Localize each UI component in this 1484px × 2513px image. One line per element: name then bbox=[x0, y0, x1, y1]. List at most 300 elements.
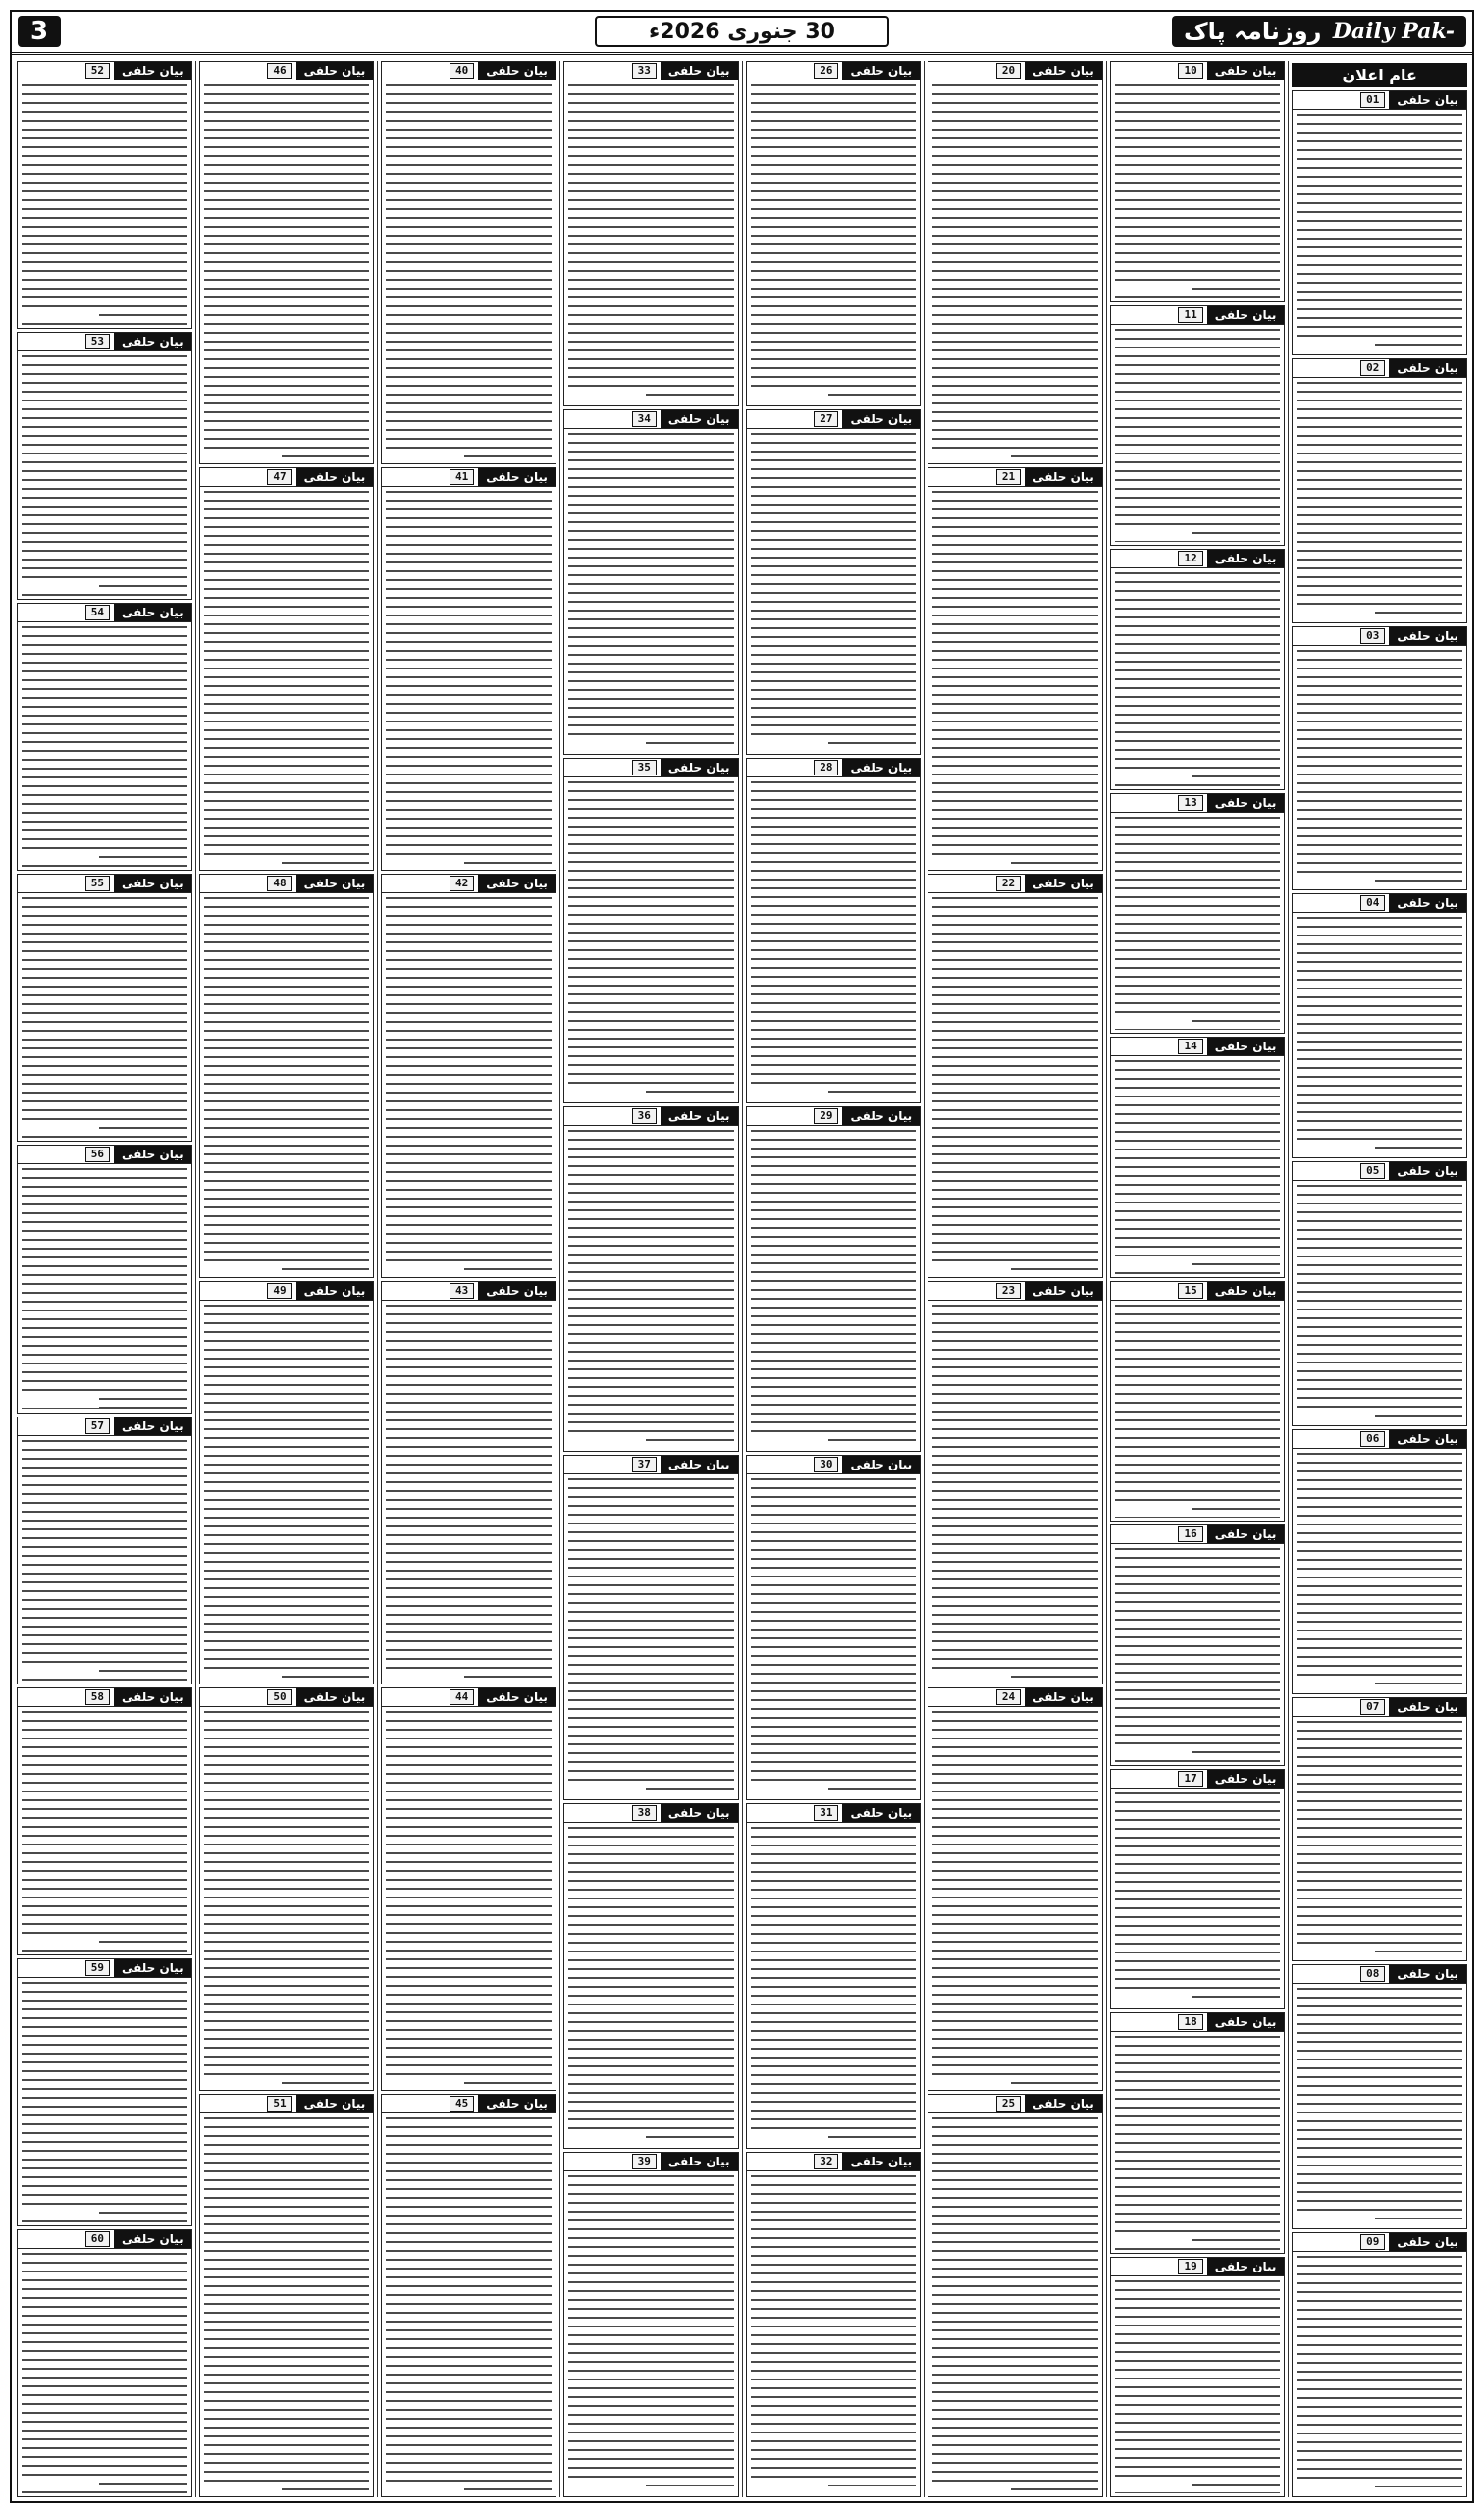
ad-text-block bbox=[1293, 110, 1466, 354]
classified-ad bbox=[928, 61, 1103, 464]
classified-ad bbox=[199, 1687, 375, 2091]
ad-header bbox=[747, 759, 921, 777]
classified-ad bbox=[17, 1687, 192, 1955]
ad-header bbox=[564, 1804, 738, 1823]
classified-ad bbox=[17, 874, 192, 1142]
ad-number: 47 bbox=[267, 469, 292, 485]
ad-number: 59 bbox=[85, 1960, 110, 1976]
ad-number: 38 bbox=[632, 1805, 657, 1821]
ad-header bbox=[928, 468, 1102, 487]
ad-title: بیان حلفی bbox=[1207, 1525, 1285, 1543]
ad-header bbox=[928, 2095, 1102, 2113]
ad-header bbox=[1293, 1430, 1466, 1449]
ad-title: بیان حلفی bbox=[296, 468, 374, 486]
ad-number: 37 bbox=[632, 1457, 657, 1472]
classified-ad bbox=[199, 2094, 375, 2497]
ad-text-block bbox=[564, 1823, 738, 2148]
ad-text-block bbox=[564, 80, 738, 405]
brand-logo bbox=[1172, 16, 1466, 47]
ad-title: بیان حلفی bbox=[661, 1804, 738, 1822]
ad-header bbox=[1293, 2233, 1466, 2252]
ad-header bbox=[18, 875, 191, 893]
ad-title: بیان حلفی bbox=[661, 1456, 738, 1473]
ad-title: بیان حلفی bbox=[114, 333, 191, 350]
ad-title: بیان حلفی bbox=[1389, 1162, 1466, 1180]
ad-header bbox=[382, 875, 556, 893]
ad-header bbox=[564, 410, 738, 429]
ad-number: 53 bbox=[85, 334, 110, 349]
ad-text-block bbox=[18, 893, 191, 1141]
ad-text-block bbox=[1111, 1544, 1285, 1765]
ad-text-block bbox=[18, 1436, 191, 1684]
ad-text-block bbox=[928, 893, 1102, 1276]
ad-title: بیان حلفی bbox=[296, 62, 374, 80]
classified-ad bbox=[928, 1281, 1103, 1684]
classified-ad bbox=[563, 2152, 739, 2497]
ad-number: 01 bbox=[1360, 92, 1385, 108]
column-1 bbox=[1288, 61, 1470, 2497]
classified-ad bbox=[17, 1958, 192, 2226]
ad-title: بیان حلفی bbox=[661, 1107, 738, 1125]
ad-title: بیان حلفی bbox=[1025, 1688, 1102, 1706]
ad-header bbox=[382, 1688, 556, 1707]
ad-text-block bbox=[1293, 1717, 1466, 1961]
ad-number: 45 bbox=[450, 2096, 474, 2112]
classified-ad bbox=[1110, 1769, 1286, 2010]
newspaper-page bbox=[10, 10, 1474, 2503]
ad-number: 52 bbox=[85, 63, 110, 79]
ad-number: 19 bbox=[1178, 2259, 1202, 2274]
ad-header bbox=[564, 2153, 738, 2171]
classified-ad bbox=[17, 1145, 192, 1413]
ad-header bbox=[1111, 794, 1285, 813]
ad-title: بیان حلفی bbox=[114, 875, 191, 892]
ad-header bbox=[1293, 627, 1466, 646]
ad-text-block bbox=[928, 80, 1102, 463]
ad-header bbox=[18, 2230, 191, 2249]
ad-title: بیان حلفی bbox=[842, 759, 920, 776]
ad-title: بیان حلفی bbox=[114, 1959, 191, 1977]
ad-header bbox=[747, 1456, 921, 1474]
ad-header bbox=[564, 759, 738, 777]
ad-text-block bbox=[200, 487, 374, 870]
classified-ad bbox=[746, 61, 922, 406]
classified-ad bbox=[1292, 358, 1467, 623]
ad-number: 20 bbox=[996, 63, 1021, 79]
ad-text-block bbox=[1293, 2252, 1466, 2496]
ad-number: 54 bbox=[85, 605, 110, 620]
ad-number: 04 bbox=[1360, 895, 1385, 911]
classified-ad bbox=[381, 467, 556, 871]
ad-number: 48 bbox=[267, 876, 292, 891]
ad-number: 42 bbox=[450, 876, 474, 891]
classified-ad bbox=[928, 467, 1103, 871]
ad-number: 08 bbox=[1360, 1966, 1385, 1982]
classified-ad bbox=[563, 1455, 739, 1800]
ad-header bbox=[1111, 2258, 1285, 2276]
ad-number: 17 bbox=[1178, 1771, 1202, 1787]
classified-ad bbox=[1110, 2012, 1286, 2254]
ad-header bbox=[382, 2095, 556, 2113]
ad-header bbox=[18, 1688, 191, 1707]
ad-number: 57 bbox=[85, 1418, 110, 1434]
ad-text-block bbox=[1111, 1789, 1285, 2009]
ad-number: 22 bbox=[996, 876, 1021, 891]
classified-ad bbox=[1110, 61, 1286, 302]
ad-header bbox=[1293, 894, 1466, 913]
ad-number: 26 bbox=[814, 63, 838, 79]
ad-header bbox=[564, 1107, 738, 1126]
ad-number: 32 bbox=[814, 2154, 838, 2169]
classified-ad bbox=[746, 1803, 922, 2149]
ad-title: بیان حلفی bbox=[296, 875, 374, 892]
ad-title: بیان حلفی bbox=[114, 2230, 191, 2248]
page-number: 3 bbox=[18, 16, 61, 47]
ad-text-block bbox=[18, 1978, 191, 2225]
ad-title: بیان حلفی bbox=[1207, 62, 1285, 80]
ad-header bbox=[1111, 1770, 1285, 1789]
ad-text-block bbox=[747, 1126, 921, 1451]
classified-ad bbox=[381, 1687, 556, 2091]
ad-title: بیان حلفی bbox=[842, 62, 920, 80]
ad-title: بیان حلفی bbox=[478, 62, 556, 80]
brand-urdu: روزنامہ پاک bbox=[1184, 18, 1322, 45]
ad-header bbox=[200, 875, 374, 893]
ad-number: 29 bbox=[814, 1108, 838, 1124]
ad-text-block bbox=[928, 487, 1102, 870]
ad-number: 25 bbox=[996, 2096, 1021, 2112]
ad-title: بیان حلفی bbox=[114, 604, 191, 621]
ad-title: بیان حلفی bbox=[1207, 1038, 1285, 1055]
ad-title: بیان حلفی bbox=[1389, 1965, 1466, 1983]
ad-title: بیان حلفی bbox=[1389, 2233, 1466, 2251]
ad-number: 41 bbox=[450, 469, 474, 485]
ad-title: بیان حلفی bbox=[661, 2153, 738, 2170]
ad-text-block bbox=[1293, 1984, 1466, 2228]
ad-title: بیان حلفی bbox=[296, 1688, 374, 1706]
classified-ad bbox=[1110, 793, 1286, 1035]
ad-number: 21 bbox=[996, 469, 1021, 485]
ad-title: بیان حلفی bbox=[842, 410, 920, 428]
ad-number: 11 bbox=[1178, 307, 1202, 323]
ad-text-block bbox=[1111, 2276, 1285, 2497]
ad-text-block bbox=[747, 429, 921, 754]
classified-ad bbox=[1110, 1281, 1286, 1523]
ad-header bbox=[928, 875, 1102, 893]
ad-title: بیان حلفی bbox=[661, 410, 738, 428]
ad-header bbox=[200, 1282, 374, 1301]
ad-number: 60 bbox=[85, 2231, 110, 2247]
ad-header bbox=[200, 2095, 374, 2113]
ad-header bbox=[1111, 550, 1285, 568]
ad-text-block bbox=[18, 1707, 191, 1954]
column-2 bbox=[1106, 61, 1289, 2497]
ad-title: بیان حلفی bbox=[478, 1688, 556, 1706]
classified-ad bbox=[381, 874, 556, 1277]
classified-ad bbox=[1292, 1161, 1467, 1426]
column-6 bbox=[377, 61, 559, 2497]
ad-number: 03 bbox=[1360, 628, 1385, 644]
column-4 bbox=[742, 61, 925, 2497]
ad-text-block bbox=[564, 1126, 738, 1451]
ad-number: 33 bbox=[632, 63, 657, 79]
ad-text-block bbox=[564, 2171, 738, 2496]
classified-ad bbox=[17, 1417, 192, 1684]
ad-header bbox=[1293, 91, 1466, 110]
ad-text-block bbox=[18, 80, 191, 328]
classified-ad bbox=[746, 1106, 922, 1452]
classified-ad bbox=[17, 61, 192, 329]
ad-text-block bbox=[200, 1301, 374, 1684]
ad-number: 31 bbox=[814, 1805, 838, 1821]
ad-text-block bbox=[747, 2171, 921, 2496]
ad-text-block bbox=[200, 2113, 374, 2496]
ad-header bbox=[1111, 1282, 1285, 1301]
ad-number: 27 bbox=[814, 411, 838, 427]
ad-text-block bbox=[18, 1164, 191, 1412]
ad-header bbox=[747, 410, 921, 429]
ad-title: بیان حلفی bbox=[1025, 875, 1102, 892]
ad-title: بیان حلفی bbox=[1207, 794, 1285, 812]
ad-header bbox=[1111, 306, 1285, 325]
ad-text-block bbox=[200, 80, 374, 463]
ad-text-block bbox=[1111, 2032, 1285, 2253]
ad-header bbox=[200, 62, 374, 80]
ad-title: بیان حلفی bbox=[1025, 2095, 1102, 2112]
classified-ad bbox=[1292, 1429, 1467, 1694]
ad-title: بیان حلفی bbox=[1207, 2013, 1285, 2031]
ad-title: بیان حلفی bbox=[1389, 1430, 1466, 1448]
classified-ad bbox=[746, 2152, 922, 2497]
ad-number: 09 bbox=[1360, 2234, 1385, 2250]
classified-ad bbox=[1292, 1697, 1467, 1962]
ad-number: 34 bbox=[632, 411, 657, 427]
ad-number: 36 bbox=[632, 1108, 657, 1124]
ad-header bbox=[200, 1688, 374, 1707]
ad-title: بیان حلفی bbox=[478, 2095, 556, 2112]
ad-number: 44 bbox=[450, 1689, 474, 1705]
ad-text-block bbox=[1293, 1449, 1466, 1693]
ad-number: 55 bbox=[85, 876, 110, 891]
ad-text-block bbox=[18, 351, 191, 599]
ad-header bbox=[747, 1804, 921, 1823]
ad-number: 50 bbox=[267, 1689, 292, 1705]
ad-header bbox=[1293, 1965, 1466, 1984]
ad-number: 39 bbox=[632, 2154, 657, 2169]
ad-title: بیان حلفی bbox=[1389, 359, 1466, 377]
ad-text-block bbox=[1111, 813, 1285, 1034]
ad-text-block bbox=[564, 1474, 738, 1799]
classified-ad bbox=[199, 61, 375, 464]
classified-ad bbox=[928, 874, 1103, 1277]
ad-header bbox=[564, 1456, 738, 1474]
ad-title: بیان حلفی bbox=[1207, 2258, 1285, 2275]
ad-columns bbox=[12, 61, 1472, 2497]
ad-number: 02 bbox=[1360, 360, 1385, 376]
ad-text-block bbox=[928, 1707, 1102, 2090]
classified-ad bbox=[563, 409, 739, 755]
ad-title: بیان حلفی bbox=[661, 759, 738, 776]
ad-title: بیان حلفی bbox=[478, 1282, 556, 1300]
ad-number: 23 bbox=[996, 1283, 1021, 1299]
ad-title: بیان حلفی bbox=[478, 875, 556, 892]
classified-ad bbox=[381, 61, 556, 464]
classified-ad bbox=[17, 603, 192, 871]
ad-text-block bbox=[382, 893, 556, 1276]
ad-number: 13 bbox=[1178, 795, 1202, 811]
ad-title: بیان حلفی bbox=[1389, 91, 1466, 109]
ad-header bbox=[747, 62, 921, 80]
ad-header bbox=[382, 468, 556, 487]
ad-text-block bbox=[1111, 568, 1285, 789]
ad-header bbox=[1293, 1162, 1466, 1181]
ad-number: 12 bbox=[1178, 551, 1202, 566]
ad-header bbox=[18, 1417, 191, 1436]
ad-text-block bbox=[1111, 1301, 1285, 1522]
classified-ad bbox=[1292, 90, 1467, 355]
ad-text-block bbox=[382, 2113, 556, 2496]
ad-title: بیان حلفی bbox=[1025, 62, 1102, 80]
ad-header bbox=[1111, 1038, 1285, 1056]
ad-title: بیان حلفی bbox=[661, 62, 738, 80]
ad-number: 46 bbox=[267, 63, 292, 79]
ad-title: بیان حلفی bbox=[1389, 627, 1466, 645]
ad-title: بیان حلفی bbox=[1389, 1698, 1466, 1716]
ad-number: 16 bbox=[1178, 1526, 1202, 1542]
ad-header bbox=[1111, 62, 1285, 80]
ad-number: 51 bbox=[267, 2096, 292, 2112]
section-banner: عام اعلان bbox=[1292, 63, 1467, 87]
column-7 bbox=[195, 61, 378, 2497]
ad-title: بیان حلفی bbox=[114, 62, 191, 80]
ad-number: 18 bbox=[1178, 2014, 1202, 2030]
classified-ad bbox=[17, 332, 192, 600]
ad-header bbox=[747, 2153, 921, 2171]
ad-header bbox=[382, 62, 556, 80]
classified-ad bbox=[1110, 305, 1286, 547]
ad-header bbox=[200, 468, 374, 487]
ad-header bbox=[18, 604, 191, 622]
ad-header bbox=[564, 62, 738, 80]
ad-title: بیان حلفی bbox=[1207, 1770, 1285, 1788]
ad-text-block bbox=[564, 429, 738, 754]
classified-ad bbox=[563, 61, 739, 406]
classified-ad bbox=[1292, 2232, 1467, 2497]
column-8 bbox=[14, 61, 195, 2497]
ad-text-block bbox=[1111, 80, 1285, 301]
ad-number: 35 bbox=[632, 760, 657, 775]
ad-title: بیان حلفی bbox=[114, 1146, 191, 1163]
ad-text-block bbox=[200, 1707, 374, 2090]
ad-text-block bbox=[747, 1474, 921, 1799]
ad-text-block bbox=[18, 2249, 191, 2496]
classified-ad bbox=[1292, 1964, 1467, 2229]
ad-text-block bbox=[1293, 378, 1466, 622]
classified-ad bbox=[928, 2094, 1103, 2497]
classified-ad bbox=[1110, 1037, 1286, 1278]
classified-ad bbox=[1292, 626, 1467, 891]
ad-title: بیان حلفی bbox=[842, 2153, 920, 2170]
ad-text-block bbox=[200, 893, 374, 1276]
ad-number: 28 bbox=[814, 760, 838, 775]
ad-header bbox=[928, 1282, 1102, 1301]
classified-ad bbox=[1110, 1524, 1286, 1766]
ad-text-block bbox=[1293, 646, 1466, 890]
masthead bbox=[12, 12, 1472, 55]
ad-text-block bbox=[928, 1301, 1102, 1684]
ad-number: 06 bbox=[1360, 1431, 1385, 1447]
ad-header bbox=[1293, 359, 1466, 378]
ad-text-block bbox=[747, 80, 921, 405]
ad-number: 24 bbox=[996, 1689, 1021, 1705]
classified-ad bbox=[1110, 2257, 1286, 2498]
ad-number: 05 bbox=[1360, 1163, 1385, 1179]
ad-text-block bbox=[382, 80, 556, 463]
ad-number: 56 bbox=[85, 1147, 110, 1162]
classified-ad bbox=[563, 758, 739, 1103]
ad-header bbox=[18, 1959, 191, 1978]
ad-header bbox=[1111, 2013, 1285, 2032]
ad-number: 10 bbox=[1178, 63, 1202, 79]
ad-title: بیان حلفی bbox=[296, 2095, 374, 2112]
classified-ad bbox=[199, 1281, 375, 1684]
ad-text-block bbox=[747, 777, 921, 1102]
ad-header bbox=[928, 1688, 1102, 1707]
classified-ad bbox=[563, 1803, 739, 2149]
ad-text-block bbox=[382, 487, 556, 870]
brand-english: Daily Pak- bbox=[1332, 19, 1455, 44]
ad-text-block bbox=[928, 2113, 1102, 2496]
ad-title: بیان حلفی bbox=[1025, 468, 1102, 486]
classified-ad bbox=[381, 2094, 556, 2497]
ad-number: 40 bbox=[450, 63, 474, 79]
ad-header bbox=[928, 62, 1102, 80]
ad-text-block bbox=[1111, 325, 1285, 546]
ad-title: بیان حلفی bbox=[296, 1282, 374, 1300]
issue-date: 30 جنوری 2026ء bbox=[595, 16, 889, 47]
ad-text-block bbox=[1111, 1056, 1285, 1277]
column-5 bbox=[559, 61, 742, 2497]
ad-text-block bbox=[1293, 1181, 1466, 1425]
ad-header bbox=[18, 62, 191, 80]
classified-ad bbox=[746, 758, 922, 1103]
ad-number: 07 bbox=[1360, 1699, 1385, 1715]
ad-title: بیان حلفی bbox=[1207, 550, 1285, 567]
ad-text-block bbox=[382, 1301, 556, 1684]
ad-number: 58 bbox=[85, 1689, 110, 1705]
classified-ad bbox=[199, 467, 375, 871]
classified-ad bbox=[381, 1281, 556, 1684]
ad-title: بیان حلفی bbox=[842, 1107, 920, 1125]
ad-header bbox=[18, 333, 191, 351]
ad-text-block bbox=[382, 1707, 556, 2090]
classified-ad bbox=[17, 2229, 192, 2497]
classified-ad bbox=[199, 874, 375, 1277]
classified-ad bbox=[746, 1455, 922, 1800]
ad-title: بیان حلفی bbox=[1207, 1282, 1285, 1300]
ad-header bbox=[18, 1146, 191, 1164]
classified-ad bbox=[746, 409, 922, 755]
ad-header bbox=[1111, 1525, 1285, 1544]
ad-header bbox=[747, 1107, 921, 1126]
ad-title: بیان حلفی bbox=[478, 468, 556, 486]
ad-header bbox=[382, 1282, 556, 1301]
ad-number: 14 bbox=[1178, 1039, 1202, 1054]
classified-ad bbox=[1110, 549, 1286, 790]
ad-number: 30 bbox=[814, 1457, 838, 1472]
classified-ad bbox=[563, 1106, 739, 1452]
column-3 bbox=[924, 61, 1106, 2497]
